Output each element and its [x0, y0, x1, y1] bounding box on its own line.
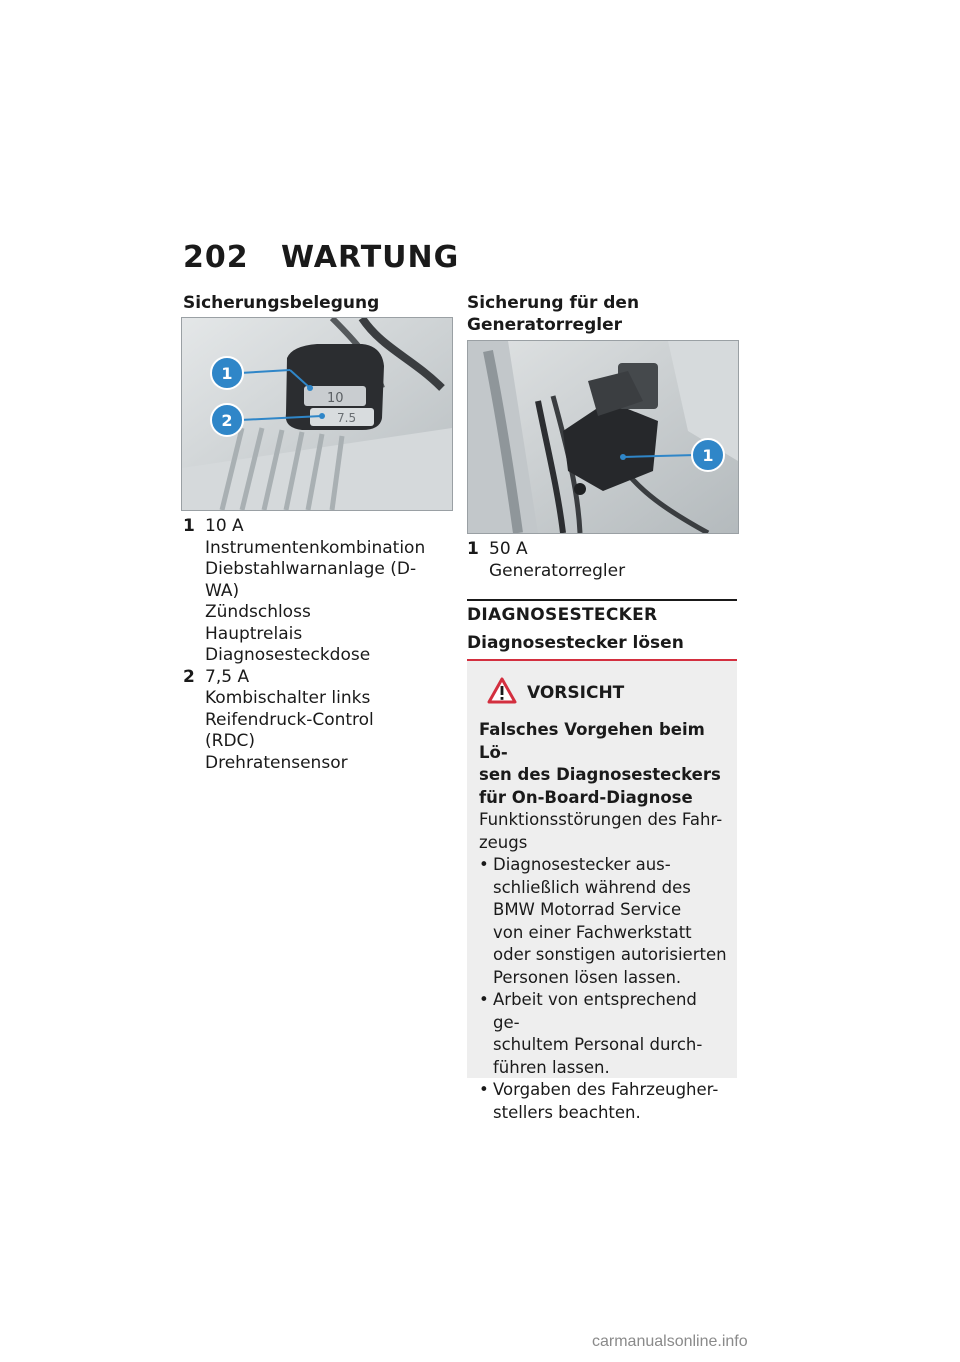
bullet-line: Diagnosestecker aus- — [493, 855, 671, 874]
callout-marker-1 — [211, 357, 243, 389]
fuse-label-10: 10 — [327, 391, 344, 406]
legend-line: Instrumentenkombination — [205, 537, 426, 558]
fuse-label-7-5: 7.5 — [337, 411, 357, 425]
bullet-line: oder sonstigen autorisierten — [493, 945, 727, 964]
warning-box — [467, 659, 737, 1122]
bullet-line: schultem Personal durch- — [493, 1035, 703, 1054]
legend-line: Drehratensensor — [205, 752, 348, 773]
hazard-line: sen des Diagnosesteckers — [479, 765, 721, 784]
fuse-legend — [183, 516, 445, 774]
bullet-line: Personen lösen lassen. — [493, 967, 682, 987]
fuse-assignment-heading: Sicherungsbelegung — [183, 293, 380, 313]
legend-line: Reifendruck-Control — [205, 709, 374, 730]
legend-line: Generatorregler — [489, 560, 626, 581]
legend-number: 1 — [467, 539, 479, 559]
bullet-line: stellers beachten. — [493, 1102, 641, 1122]
legend-line: Hauptrelais — [205, 623, 303, 644]
warning-text — [479, 719, 727, 1124]
bullet-line: von einer Fachwerkstatt — [493, 922, 692, 942]
heading-line: Sicherung für den — [467, 293, 640, 313]
generator-regulator-illustration — [468, 341, 738, 533]
legend-line: 10 A — [205, 516, 244, 536]
svg-text:1: 1 — [702, 446, 714, 465]
legend-item-1 — [467, 539, 729, 582]
fuse-box-illustration — [182, 318, 452, 510]
section-divider — [467, 599, 737, 601]
bullet-item — [479, 989, 727, 1079]
legend-item-1 — [183, 516, 445, 667]
bullet-line: Vorgaben des Fahrzeugher- — [493, 1080, 719, 1099]
legend-line: WA) — [205, 580, 240, 601]
callout-marker-1 — [692, 439, 724, 471]
bullet-icon: • — [479, 990, 489, 1009]
watermark-footer: carmanualsonline.info — [592, 1333, 748, 1350]
bullet-item — [479, 854, 727, 989]
legend-line: (RDC) — [205, 731, 256, 751]
bullet-item — [479, 1079, 727, 1124]
generator-fuse-heading — [467, 292, 639, 336]
legend-line: Zündschloss — [205, 602, 311, 622]
legend-item-2 — [183, 667, 445, 775]
svg-text:1: 1 — [221, 364, 233, 383]
page-header — [183, 240, 459, 275]
bullet-line: schließlich während des — [493, 877, 691, 897]
legend-number: 1 — [183, 516, 195, 536]
legend-line: Diagnosesteckdose — [205, 645, 371, 665]
bullet-line: Arbeit von entsprechend ge- — [493, 990, 697, 1032]
legend-line: Kombischalter links — [205, 688, 371, 708]
bullet-icon: • — [479, 1080, 489, 1099]
bullet-icon: • — [479, 855, 489, 874]
generator-regulator-photo — [467, 340, 739, 534]
heading-line: Generatorregler — [467, 315, 622, 335]
bullet-line: BMW Motorrad Service — [493, 900, 682, 919]
chapter-title: WARTUNG — [281, 240, 460, 275]
generator-legend — [467, 539, 729, 582]
warning-triangle-icon — [487, 677, 517, 709]
warning-header — [487, 677, 727, 709]
subsection-heading: Diagnosestecker lösen — [467, 633, 684, 653]
bullet-line: führen lassen. — [493, 1057, 610, 1077]
consequence-line: Funktionsstörungen des Fahr- — [479, 810, 723, 829]
legend-line: Diebstahlwarnanlage (D- — [205, 559, 417, 579]
consequence-line: zeugs — [479, 832, 528, 852]
svg-text:2: 2 — [221, 411, 233, 430]
page-number: 202 — [183, 240, 249, 275]
callout-marker-2 — [211, 404, 243, 436]
hazard-line: Falsches Vorgehen beim Lö- — [479, 720, 705, 762]
hazard-line: für On-Board-Diagnose — [479, 787, 693, 807]
section-title: DIAGNOSESTECKER — [467, 605, 658, 625]
fuse-box-photo — [181, 317, 453, 511]
legend-number: 2 — [183, 666, 195, 687]
legend-line: 7,5 A — [205, 666, 250, 687]
warning-label: VORSICHT — [527, 683, 625, 703]
legend-line: 50 A — [489, 539, 528, 559]
